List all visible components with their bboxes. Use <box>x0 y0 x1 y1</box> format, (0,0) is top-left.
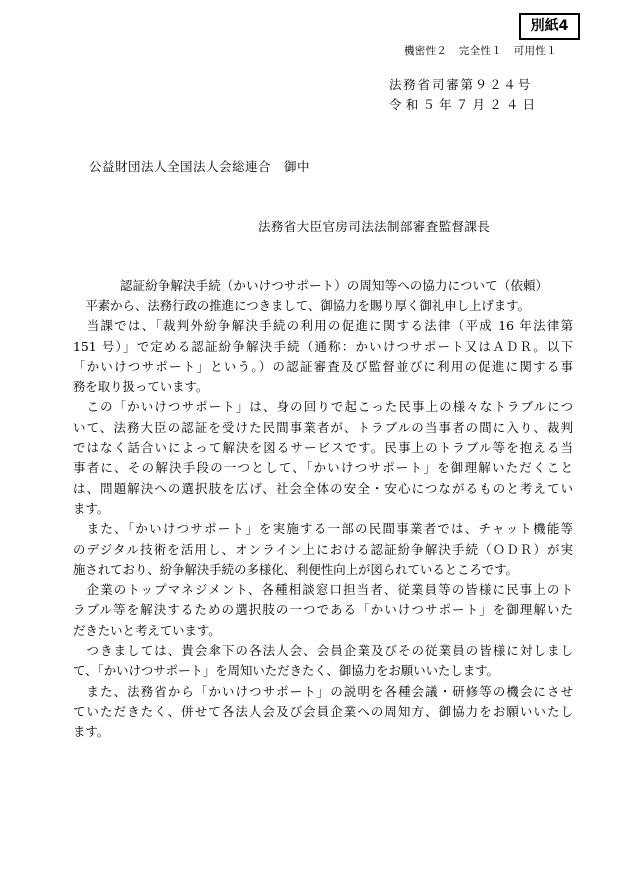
addressee: 公益財団法人全国法人会総連合 御中 <box>89 159 311 174</box>
body-line: だきたいと考えています。 <box>73 622 221 638</box>
body-line: ていただきたく、併せて各法人会及び会員企業への周知方、御協力をお願いいたし <box>73 703 573 719</box>
body-line: ます。 <box>73 500 110 516</box>
availability-label: 可用性１ <box>513 45 557 57</box>
body-line: 施されており、紛争解決手続の多様化、利便性向上が図られているところです。 <box>73 561 518 577</box>
body-line: 「かいけつサポート」という。）の認証審査及び監督並びに利用の促進に関する事 <box>73 358 573 374</box>
document-number: 法務省司審第９２４号 <box>389 77 533 92</box>
body-line: 当課では、「裁判外紛争解決手続の利用の促進に関する法律（平成 16 年法律第 <box>73 318 573 334</box>
body-line: 務を取り扱っています。 <box>73 379 209 395</box>
body-line: は、問題解決への選択肢を広げ、社会全体の安全・安心につながるものと考えてい <box>73 480 573 496</box>
attachment-badge: 別紙4 <box>519 13 580 40</box>
subject-title: 認証紛争解決手続（かいけつサポート）の周知等への協力について（依頼） <box>120 278 549 293</box>
body-line: つきましては、貴会傘下の各法人会、会員企業及びその従業員の皆様に対しまし <box>73 643 573 659</box>
body-line: ではなく話合いによって解決を図るサービスです。民事上のトラブル等を抱える当 <box>73 440 573 456</box>
document-date: 令和５年７月２４日 <box>389 97 540 112</box>
body-line: この「かいけつサポート」は、身の回りで起こった民事上の様々なトラブルにつ <box>73 399 573 415</box>
body-line: ラブル等を解決するための選択肢の一つである「かいけつサポート」を御理解いた <box>73 602 573 618</box>
body-line: 事者に、その解決手段の一つとして、「かいけつサポート」を御理解いただくこと <box>73 460 573 476</box>
letter-body <box>73 296 573 743</box>
sender: 法務省大臣官房司法法制部審査監督課長 <box>258 219 491 234</box>
body-line: また、「かいけつサポート」を実施する一部の民間事業者では、チャット機能等 <box>73 521 573 537</box>
confidentiality-label: 機密性２ <box>404 45 448 57</box>
body-line: て、「かいけつサポート」を周知いただきたく、御協力をお願いいたします。 <box>73 663 499 679</box>
body-line: また、法務省から「かいけつサポート」の説明を各種会議・研修等の機会にさせ <box>73 683 573 699</box>
body-line: いて、法務大臣の認証を受けた民間事業者が、トラブルの当事者の間に入り、裁判 <box>73 419 573 435</box>
body-line: 企業のトップマネジメント、各種相談窓口担当者、従業員等の皆様に民事上のト <box>73 582 573 598</box>
classification-labels <box>404 43 565 58</box>
body-line: ます。 <box>73 724 110 740</box>
body-line: 平素から、法務行政の推進につきまして、御協力を賜り厚く御礼申し上げます。 <box>73 298 530 313</box>
integrity-label: 完全性１ <box>458 45 503 57</box>
body-line: 151 号）」で定める認証紛争解決手続（通称：かいけつサポート又はＡＤＲ。以下 <box>73 338 573 354</box>
body-line: のデジタル技術を活用し、オンライン上における認証紛争解決手続（ＯＤＲ）が実 <box>73 541 573 557</box>
